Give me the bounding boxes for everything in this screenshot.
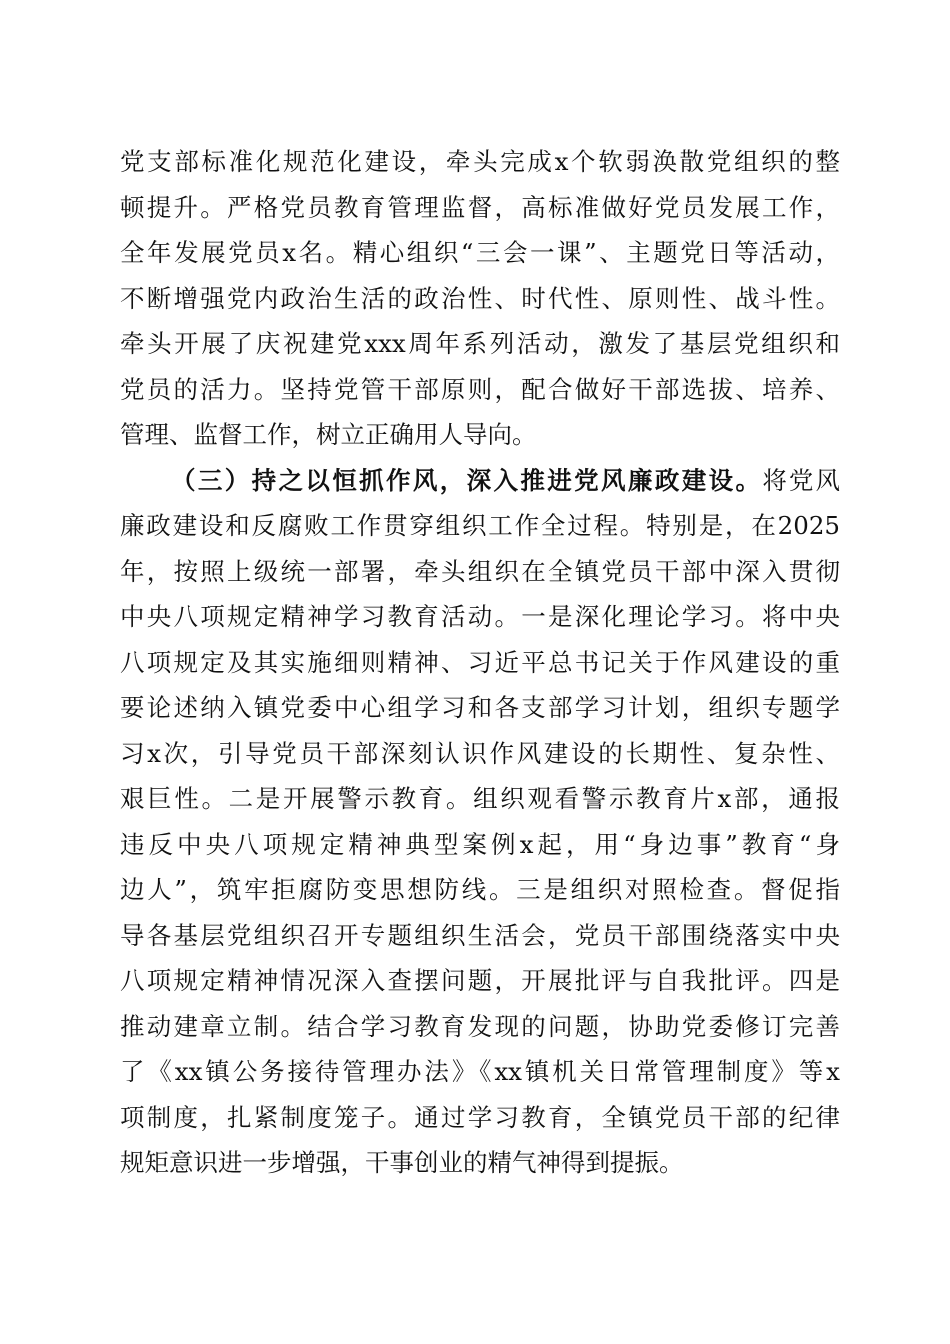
paragraph-line: 八项规定精神情况深入查摆问题，开展批评与自我批评。四是	[120, 966, 840, 995]
paragraph-line: 牵头开展了庆祝建党xxx周年系列活动，激发了基层党组织和	[120, 329, 840, 358]
paragraph-line: 八项规定及其实施细则精神、习近平总书记关于作风建设的重	[120, 648, 840, 677]
paragraph-line: 全年发展党员x名。精心组织“三会一课”、主题党日等活动，	[120, 238, 840, 267]
paragraph-line: 管理、监督工作，树立正确用人导向。	[120, 420, 537, 449]
paragraph-line: 习x次，引导党员干部深刻认识作风建设的长期性、复杂性、	[120, 739, 840, 768]
paragraph-line: 顿提升。严格党员教育管理监督，高标准做好党员发展工作，	[120, 193, 840, 222]
section-heading: （三）持之以恒抓作风，深入推进党风廉政建设。	[171, 466, 763, 495]
paragraph-line: 中央八项规定精神学习教育活动。一是深化理论学习。将中央	[120, 602, 840, 631]
section-heading-line	[171, 461, 840, 501]
paragraph-line: 项制度，扎紧制度笼子。通过学习教育，全镇党员干部的纪律	[120, 1103, 840, 1132]
paragraph-line: 党支部标准化规范化建设，牵头完成x个软弱涣散党组织的整	[120, 147, 840, 176]
paragraph-line: 廉政建设和反腐败工作贯穿组织工作全过程。特别是，在2025	[120, 511, 840, 540]
paragraph-line: 导各基层党组织召开专题组织生活会，党员干部围绕落实中央	[120, 921, 840, 950]
paragraph-line: 推动建章立制。结合学习教育发现的问题，协助党委修订完善	[120, 1012, 840, 1041]
paragraph-line: 不断增强党内政治生活的政治性、时代性、原则性、战斗性。	[120, 284, 840, 313]
paragraph-line: 要论述纳入镇党委中心组学习和各支部学习计划，组织专题学	[120, 693, 840, 722]
section-heading-tail: 将党风	[762, 466, 841, 495]
paragraph-line: 党员的活力。坚持党管干部原则，配合做好干部选拔、培养、	[120, 375, 840, 404]
paragraph-line: 违反中央八项规定精神典型案例x起，用“身边事”教育“身	[120, 830, 840, 859]
paragraph-line: 规矩意识进一步增强，干事创业的精气神得到提振。	[120, 1148, 684, 1177]
paragraph-line: 年，按照上级统一部署，牵头组织在全镇党员干部中深入贯彻	[120, 557, 840, 586]
paragraph-line: 艰巨性。二是开展警示教育。组织观看警示教育片x部，通报	[120, 784, 840, 813]
paragraph-line: 了《xx镇公务接待管理办法》《xx镇机关日常管理制度》等x	[120, 1057, 840, 1086]
paragraph-line: 边人”，筑牢拒腐防变思想防线。三是组织对照检查。督促指	[120, 875, 840, 904]
